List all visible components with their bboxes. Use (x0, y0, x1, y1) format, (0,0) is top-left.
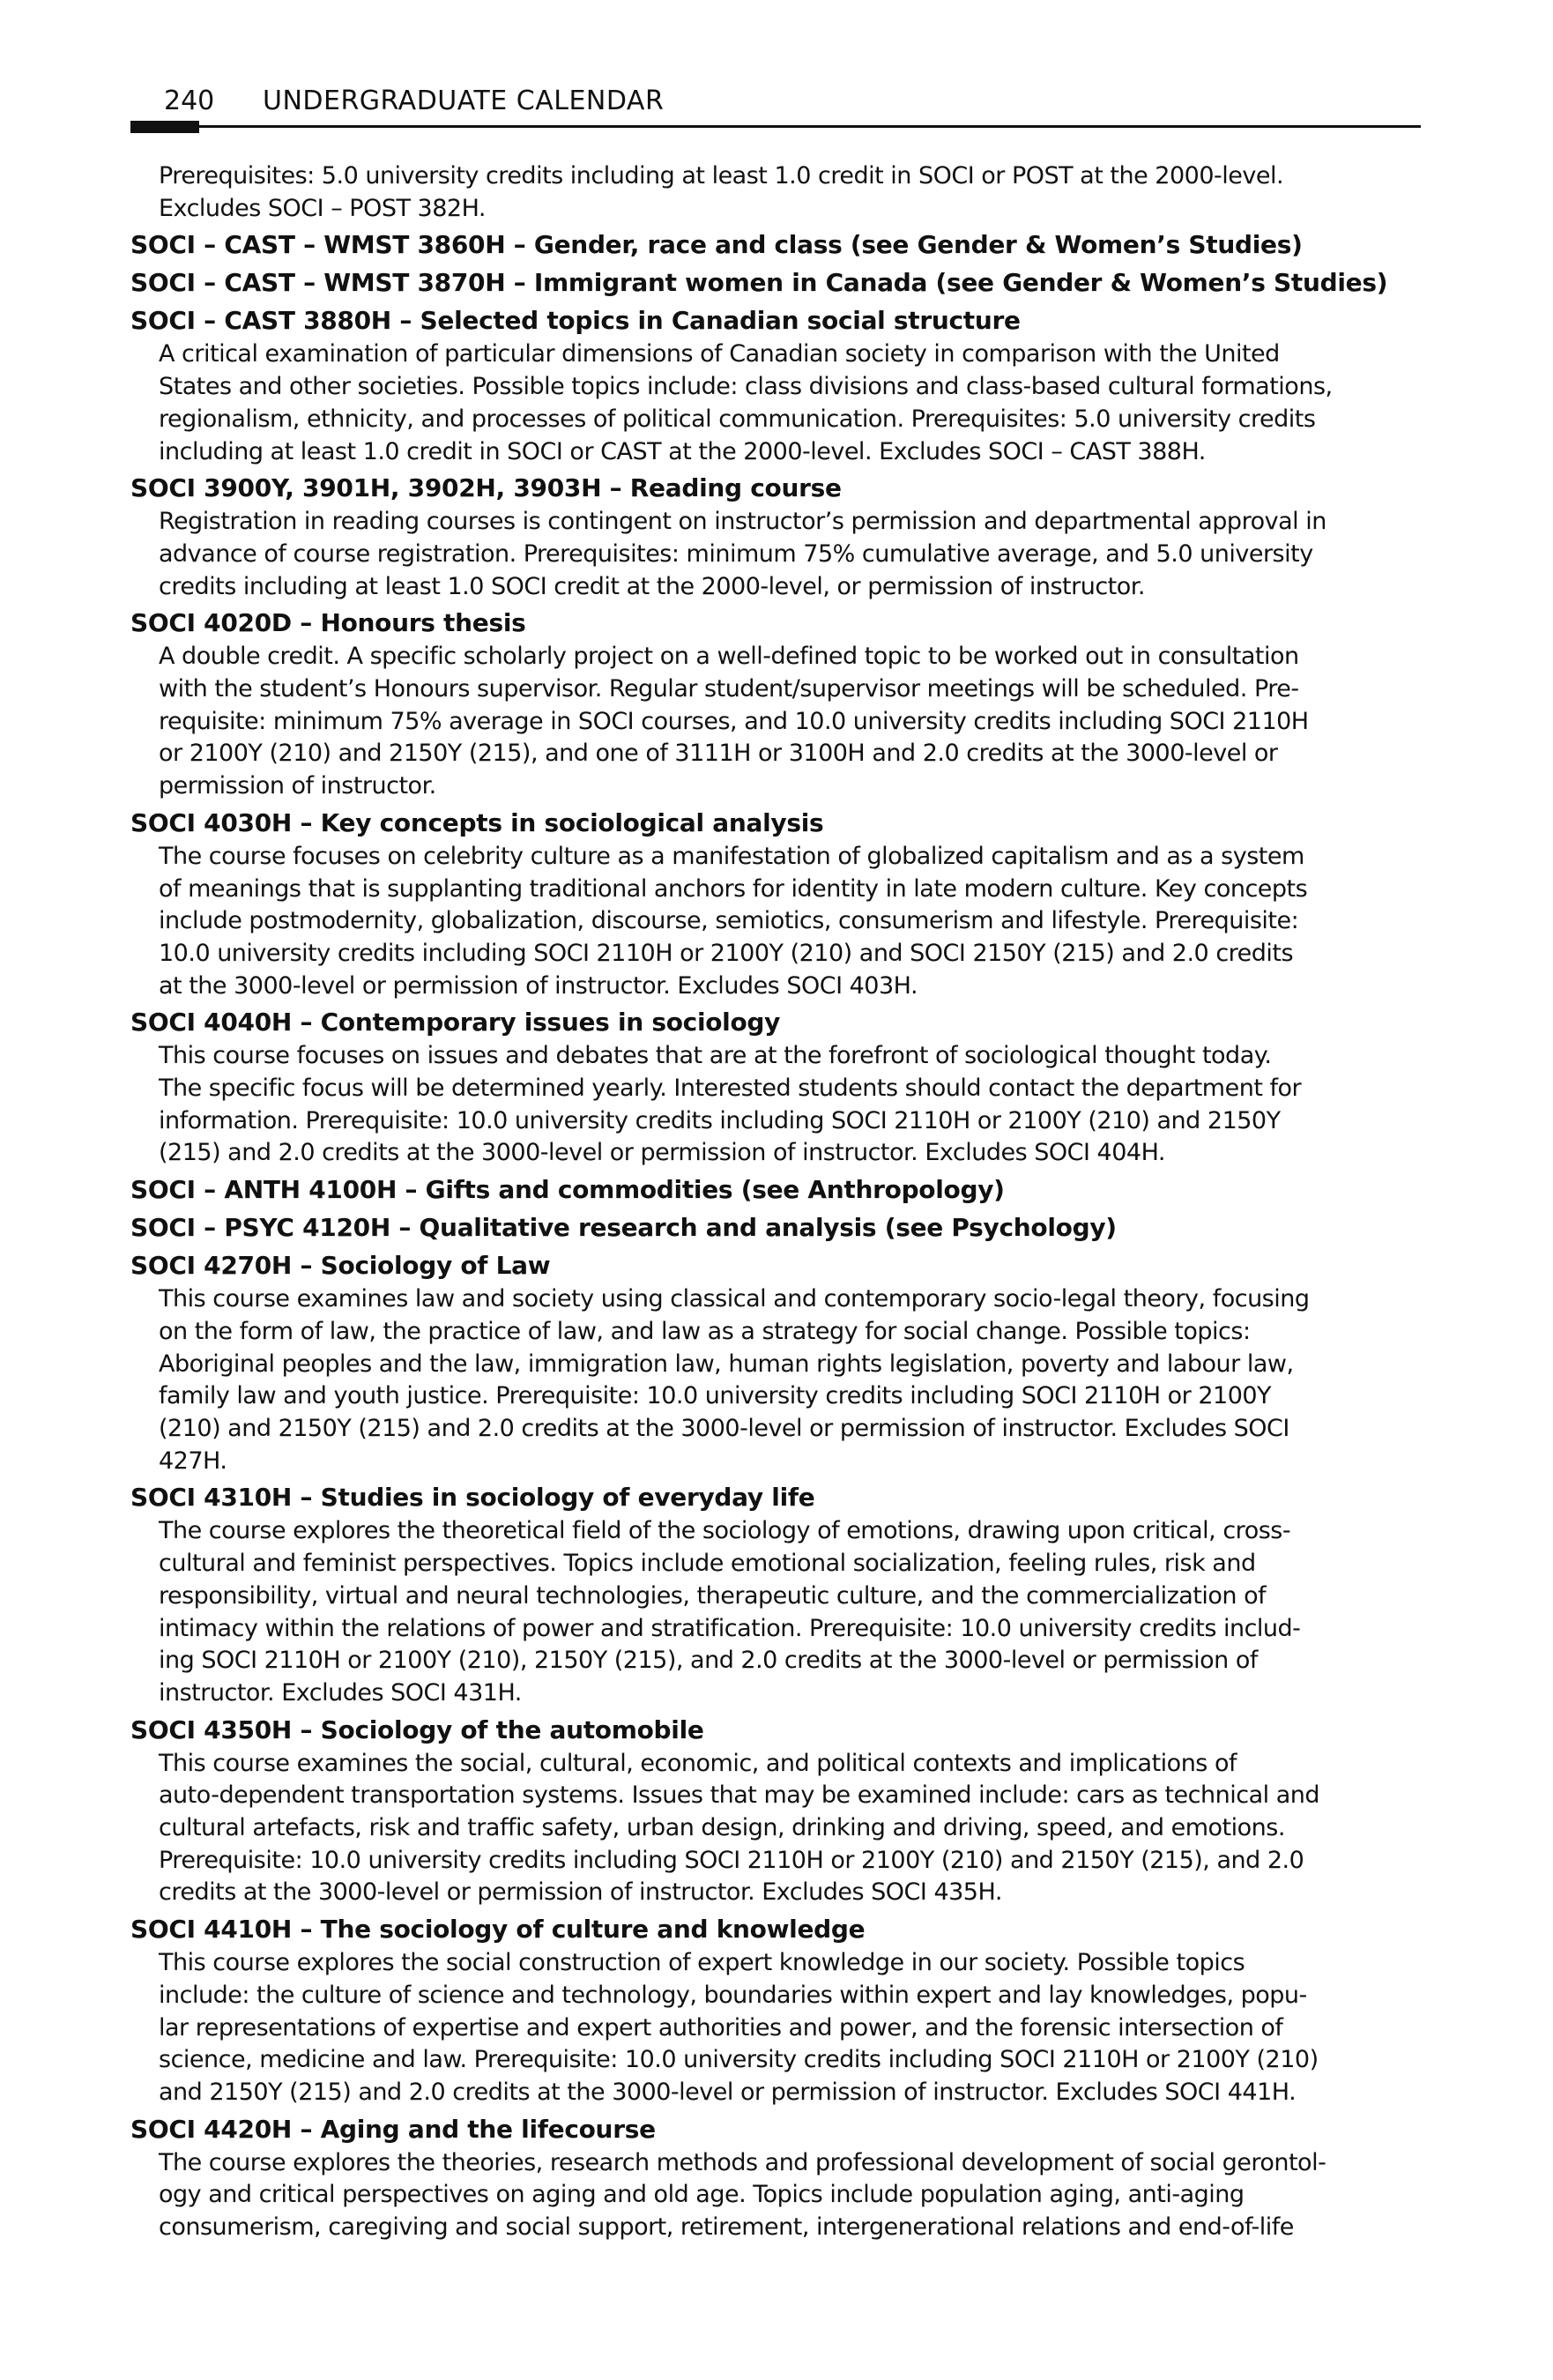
description-line: A double credit. A specific scholarly project on a well-defined topic to be worked out in consultation (159, 643, 1299, 671)
description-line: information. Prerequisite: 10.0 university credits including SOCI 2110H or 2100Y (210) and 2150Y (159, 1106, 1281, 1134)
course-title: SOCI 4420H – Aging and the lifecourse (130, 2114, 656, 2144)
page-number: 240 (164, 86, 215, 116)
description-line: including at least 1.0 credit in SOCI or CAST at the 2000-level. Excludes SOCI – CAST 388H. (159, 437, 1206, 465)
description-line: The course focuses on celebrity culture as a manifestation of globalized capitalism and as a system (159, 842, 1304, 870)
course-title: SOCI – CAST – WMST 3860H – Gender, race and class (see Gender & Women’s Studies) (130, 230, 1303, 260)
description-line: or 2100Y (210) and 2150Y (215), and one of 3111H or 3100H and 2.0 credits at the 3000-level or (159, 740, 1278, 768)
course-entry (130, 303, 1426, 468)
course-description (159, 2147, 1426, 2244)
course-title: SOCI – PSYC 4120H – Qualitative research and analysis (see Psychology) (130, 1213, 1117, 1243)
course-entry (130, 2112, 1426, 2244)
course-entry (130, 1480, 1426, 1709)
course-title: SOCI 4020D – Honours thesis (130, 608, 526, 638)
description-line: include postmodernity, globalization, discourse, semiotics, consumerism and lifestyle. Prerequisite: (159, 907, 1299, 935)
course-entry (130, 227, 1426, 263)
course-title: SOCI – ANTH 4100H – Gifts and commodities (see Anthropology) (130, 1175, 1005, 1205)
course-description (159, 1040, 1426, 1170)
course-title: SOCI 3900Y, 3901H, 3902H, 3903H – Reading course (130, 473, 842, 503)
description-line: permission of instructor. (159, 772, 436, 800)
description-line: The specific focus will be determined yearly. Interested students should contact the department for (159, 1075, 1302, 1103)
course-description (159, 1515, 1426, 1709)
course-description (159, 641, 1426, 803)
description-line: with the student’s Honours supervisor. Regular student/supervisor meetings will be scheduled. Pre- (159, 675, 1299, 703)
course-description (159, 338, 1426, 468)
description-line: Excludes SOCI – POST 382H. (159, 194, 486, 222)
running-head: UNDERGRADUATE CALENDAR (263, 86, 665, 116)
description-line: States and other societies. Possible topics include: class divisions and class-based cultural formations, (159, 373, 1333, 401)
description-line: The course explores the theoretical field of the sociology of emotions, drawing upon critical, cross- (159, 1517, 1291, 1545)
description-line: Prerequisites: 5.0 university credits including at least 1.0 credit in SOCI or POST at the 2000-level. (159, 162, 1284, 190)
description-line: responsibility, virtual and neural technologies, therapeutic culture, and the commercialization of (159, 1581, 1267, 1610)
description-line: ing SOCI 2110H or 2100Y (210), 2150Y (215), and 2.0 credits at the 3000-level or permission of (159, 1647, 1258, 1675)
description-line: credits including at least 1.0 SOCI credit at the 2000-level, or permission of instructor. (159, 572, 1145, 600)
description-line: instructor. Excludes SOCI 431H. (159, 1678, 522, 1707)
description-line: advance of course registration. Prerequisites: minimum 75% cumulative average, and 5.0 university (159, 539, 1313, 568)
description-line: cultural and feminist perspectives. Topics include emotional socialization, feeling rules, risk and (159, 1550, 1256, 1578)
continuation-description (159, 160, 1426, 225)
course-title: SOCI 4040H – Contemporary issues in sociology (130, 1008, 781, 1038)
description-line: at the 3000-level or permission of instructor. Excludes SOCI 403H. (159, 971, 918, 1000)
description-line: (215) and 2.0 credits at the 3000-level or permission of instructor. Excludes SOCI 404H. (159, 1139, 1165, 1167)
description-line: include: the culture of science and technology, boundaries within expert and lay knowledges, popu- (159, 1981, 1307, 2009)
description-line: 427H. (159, 1447, 227, 1475)
description-line: on the form of law, the practice of law, and law as a strategy for social change. Possible topics: (159, 1317, 1251, 1345)
course-title: SOCI – CAST – WMST 3870H – Immigrant women in Canada (see Gender & Women’s Studies) (130, 268, 1388, 298)
description-line: Prerequisite: 10.0 university credits including SOCI 2110H or 2100Y (210) and 2150Y (215), and 2.0 (159, 1846, 1304, 1874)
description-line: regionalism, ethnicity, and processes of political communication. Prerequisites: 5.0 university credits (159, 405, 1316, 433)
description-line: The course explores the theories, research methods and professional development of social gerontol- (159, 2148, 1326, 2176)
description-line: requisite: minimum 75% average in SOCI courses, and 10.0 university credits including SOCI 2110H (159, 707, 1309, 735)
description-line: and 2150Y (215) and 2.0 credits at the 3000-level or permission of instructor. Excludes SOCI 441H. (159, 2078, 1297, 2106)
description-line: family law and youth justice. Prerequisite: 10.0 university credits including SOCI 2110H or 2100Y (159, 1382, 1272, 1410)
course-description (159, 1283, 1426, 1477)
course-title: SOCI 4270H – Sociology of Law (130, 1251, 551, 1281)
course-entry (130, 265, 1426, 301)
description-line: A critical examination of particular dimensions of Canadian society in comparison with the United (159, 340, 1280, 368)
description-line: 10.0 university credits including SOCI 2110H or 2100Y (210) and SOCI 2150Y (215) and 2.0 credits (159, 939, 1294, 967)
description-line: Registration in reading courses is contingent on instructor’s permission and departmental approval in (159, 508, 1326, 536)
description-line: (210) and 2150Y (215) and 2.0 credits at the 3000-level or permission of instructor. Excludes SOCI (159, 1414, 1289, 1442)
course-description (159, 1947, 1426, 2109)
course-title: SOCI 4310H – Studies in sociology of everyday life (130, 1483, 815, 1513)
description-line: of meanings that is supplanting traditional anchors for identity in late modern culture. Key concepts (159, 874, 1308, 903)
description-line: Aboriginal peoples and the law, immigration law, human rights legislation, poverty and labour law, (159, 1350, 1294, 1378)
page-header (130, 81, 1421, 128)
description-line: cultural artefacts, risk and traffic safety, urban design, drinking and driving, speed, and emotions. (159, 1814, 1285, 1842)
course-entry (130, 1172, 1426, 1208)
course-entry (130, 1210, 1426, 1246)
description-line: This course explores the social construction of expert knowledge in our society. Possible topics (159, 1949, 1245, 1977)
description-line: This course examines the social, cultural, economic, and political contexts and implications of (159, 1749, 1237, 1777)
course-entry (130, 471, 1426, 603)
description-line: ogy and critical perspectives on aging and old age. Topics include population aging, anti-aging (159, 2181, 1245, 2209)
continuation-entry (130, 160, 1426, 225)
course-entry (130, 1005, 1426, 1170)
course-title: SOCI – CAST 3880H – Selected topics in Canadian social structure (130, 306, 1021, 336)
description-line: lar representations of expertise and expert authorities and power, and the forensic intersection of (159, 2013, 1283, 2042)
description-line: science, medicine and law. Prerequisite: 10.0 university credits including SOCI 2110H or 2100Y (210) (159, 2046, 1319, 2074)
course-title: SOCI 4350H – Sociology of the automobile (130, 1714, 704, 1744)
course-description (159, 1748, 1426, 1910)
course-entry (130, 806, 1426, 1003)
course-description (159, 841, 1426, 1003)
course-title: SOCI 4410H – The sociology of culture and knowledge (130, 1915, 866, 1945)
course-entry (130, 606, 1426, 803)
header-tab-marker (130, 121, 199, 133)
description-line: auto-dependent transportation systems. Issues that may be examined include: cars as technical and (159, 1781, 1320, 1810)
description-line: consumerism, caregiving and social support, retirement, intergenerational relations and end-of-life (159, 2213, 1294, 2242)
description-line: This course examines law and society using classical and contemporary socio-legal theory, focusing (159, 1285, 1310, 1313)
course-entry (130, 1713, 1426, 1910)
description-line: intimacy within the relations of power and stratification. Prerequisite: 10.0 university credits includ- (159, 1614, 1301, 1642)
description-line: credits at the 3000-level or permission of instructor. Excludes SOCI 435H. (159, 1878, 1002, 1907)
course-listing (130, 160, 1426, 2247)
course-title: SOCI 4030H – Key concepts in sociological analysis (130, 807, 824, 837)
course-entry (130, 1248, 1426, 1477)
course-entry (130, 1912, 1426, 2109)
course-description (159, 506, 1426, 603)
description-line: This course focuses on issues and debates that are at the forefront of sociological thought today. (159, 1042, 1272, 1070)
